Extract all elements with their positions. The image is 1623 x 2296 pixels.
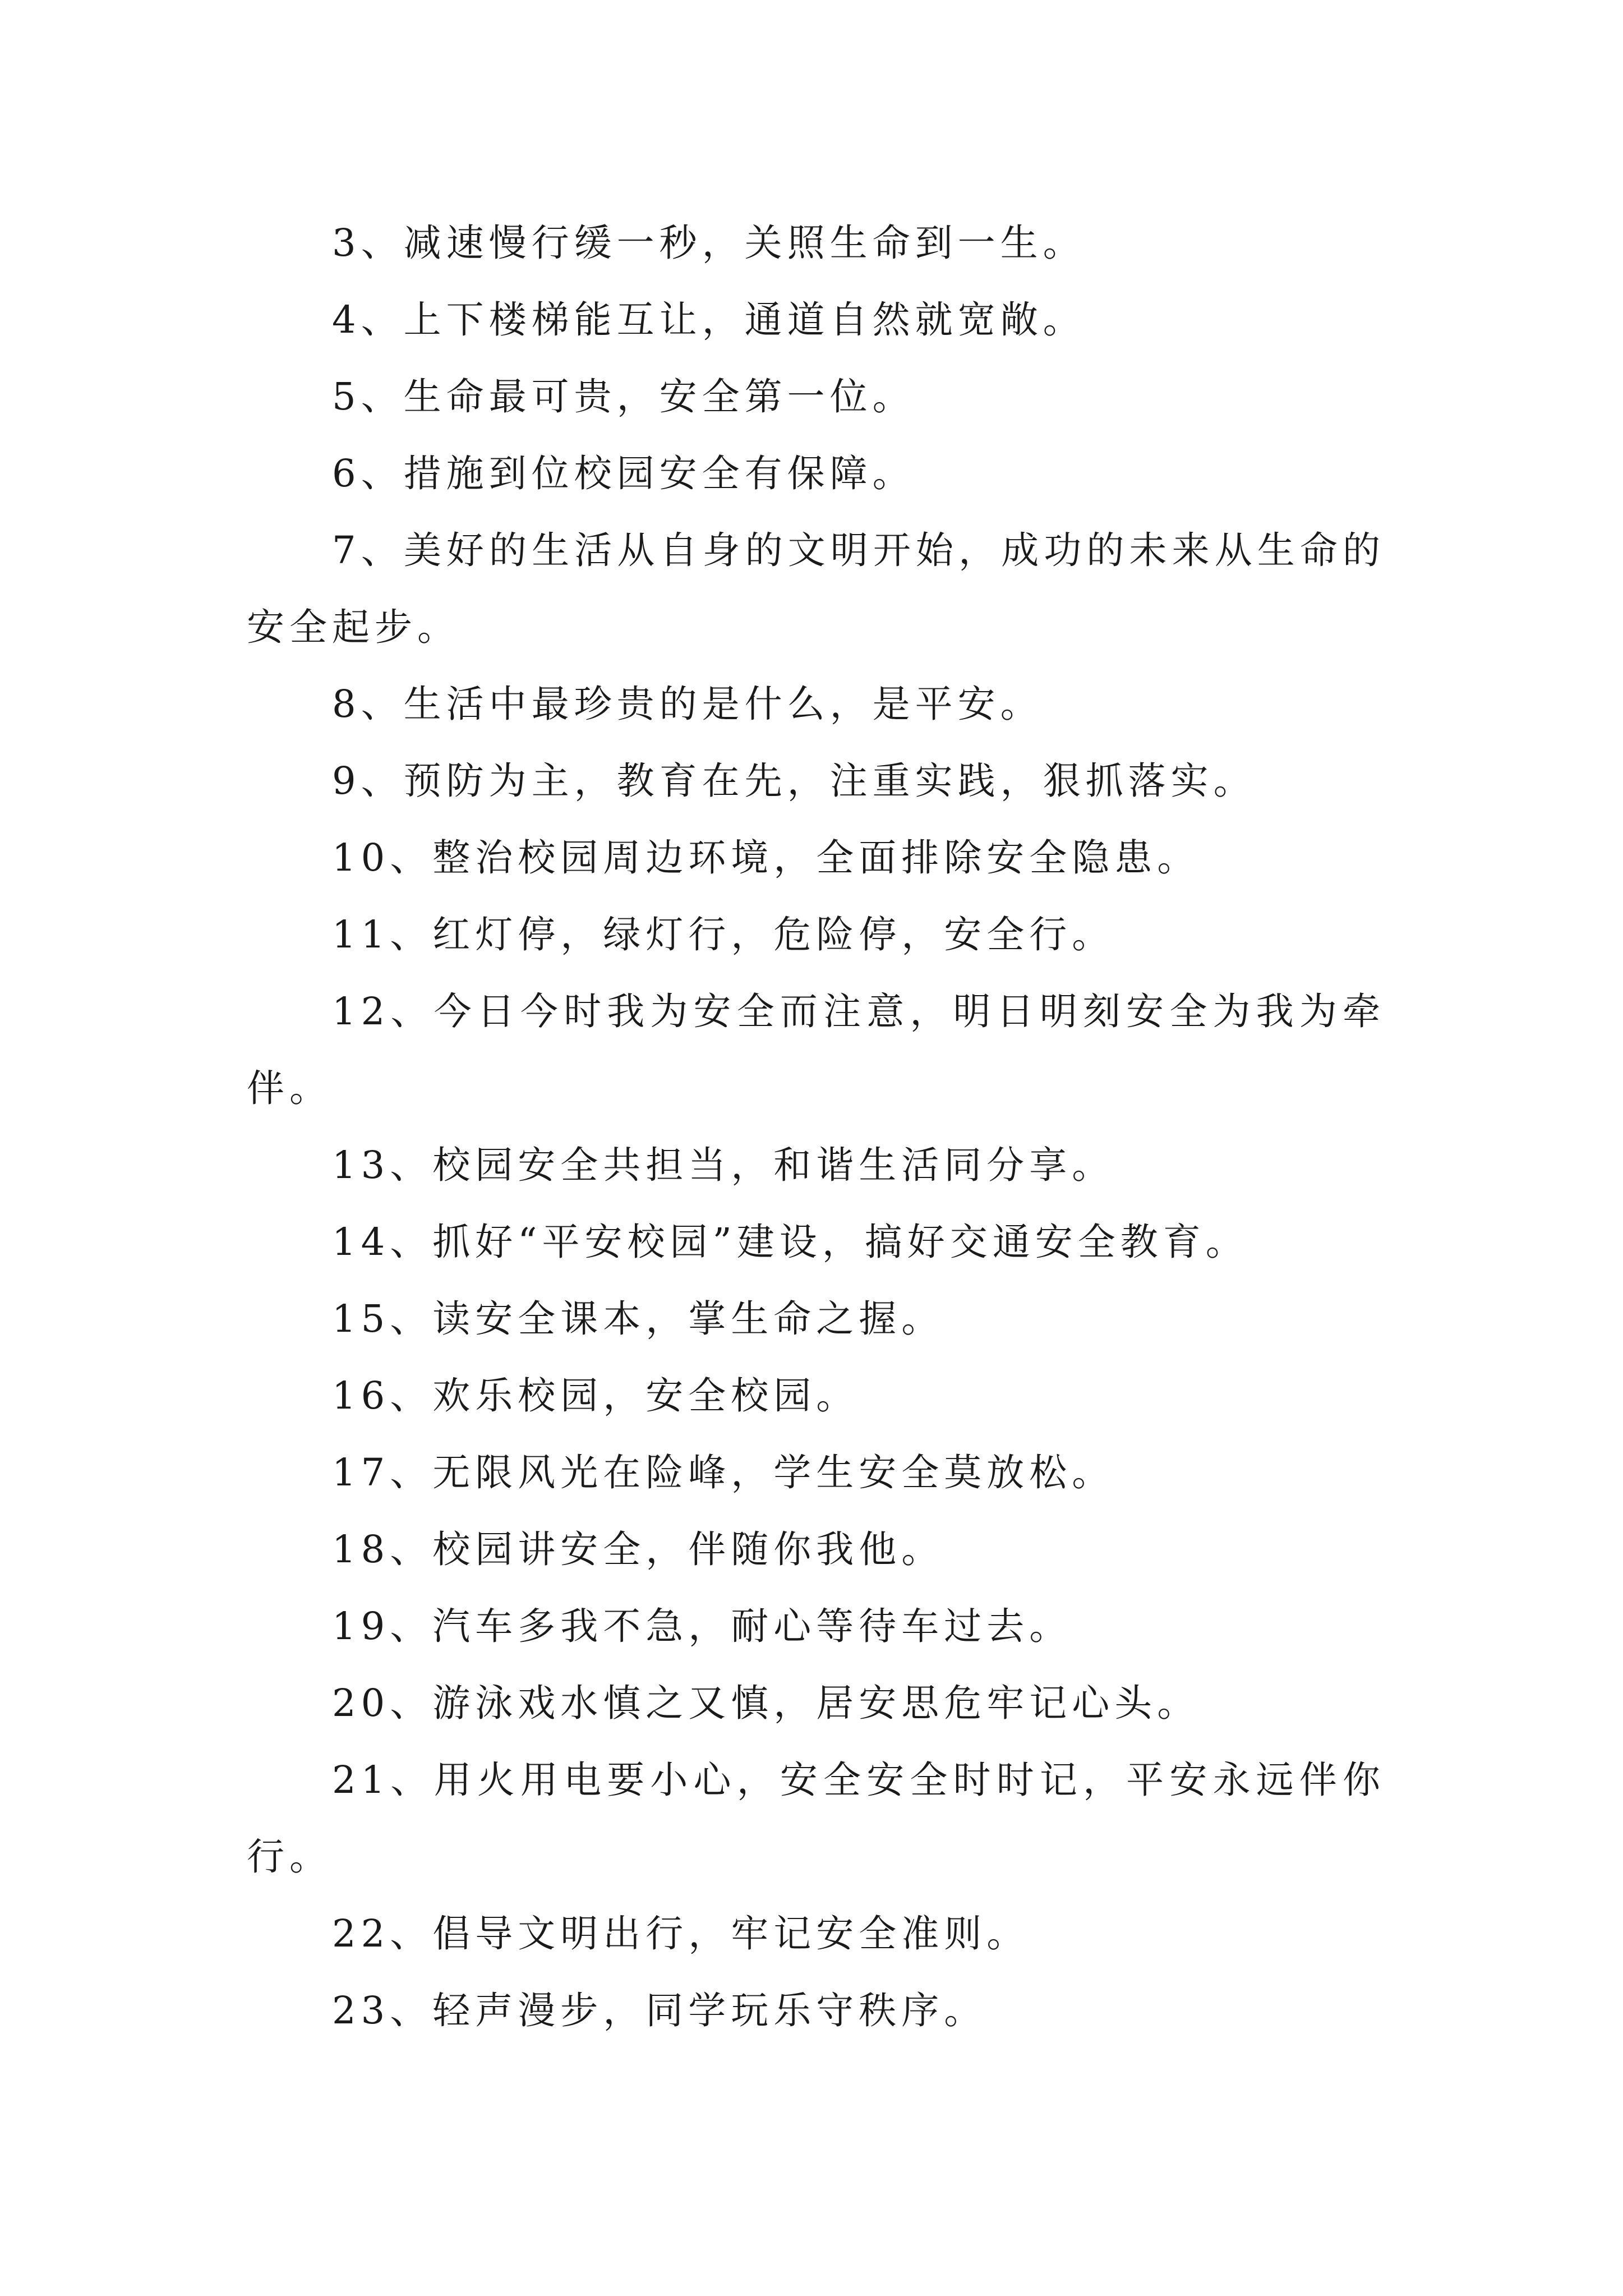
slogan-item-21: 21、用火用电要小心，安全安全时时记，平安永远伴你行。 [247, 1758, 1385, 1879]
slogan-list [247, 205, 1385, 2049]
slogan-item-12: 12、今日今时我为安全而注意，明日明刻安全为我为牵伴。 [247, 990, 1385, 1110]
slogan-item-7: 7、美好的生活从自身的文明开始，成功的未来从生命的安全起步。 [247, 528, 1385, 649]
slogan-item-18: 18、校园讲安全，伴随你我他。 [332, 1527, 944, 1571]
slogan-item-9: 9、预防为主，教育在先，注重实践，狠抓落实。 [332, 759, 1256, 803]
slogan-item-3: 3、减速慢行缓一秒，关照生命到一生。 [332, 221, 1086, 265]
slogan-item-8: 8、生活中最珍贵的是什么，是平安。 [332, 682, 1043, 726]
slogan-item-4: 4、上下楼梯能互让，通道自然就宽敞。 [332, 298, 1086, 342]
slogan-item-5: 5、生命最可贵，安全第一位。 [332, 375, 915, 418]
slogan-item-19: 19、汽车多我不急，耐心等待车过去。 [332, 1604, 1072, 1648]
slogan-item-6: 6、措施到位校园安全有保障。 [332, 452, 915, 495]
slogan-item-16: 16、欢乐校园，安全校园。 [332, 1374, 859, 1418]
slogan-item-22: 22、倡导文明出行，牢记安全准则。 [332, 1912, 1030, 1955]
slogan-item-10: 10、整治校园周边环境，全面排除安全隐患。 [332, 836, 1200, 880]
slogan-item-15: 15、读安全课本，掌生命之握。 [332, 1297, 944, 1341]
slogan-item-23: 23、轻声漫步，同学玩乐守秩序。 [332, 1989, 987, 2032]
slogan-item-14: 14、抓好“平安校园”建设，搞好交通安全教育。 [332, 1220, 1248, 1264]
slogan-item-11: 11、红灯停，绿灯行，危险停，安全行。 [332, 913, 1115, 956]
slogan-item-13: 13、校园安全共担当，和谐生活同分享。 [332, 1143, 1115, 1187]
slogan-item-17: 17、无限风光在险峰，学生安全莫放松。 [332, 1451, 1115, 1494]
slogan-item-20: 20、游泳戏水慎之又慎，居安思危牢记心头。 [332, 1681, 1200, 1725]
